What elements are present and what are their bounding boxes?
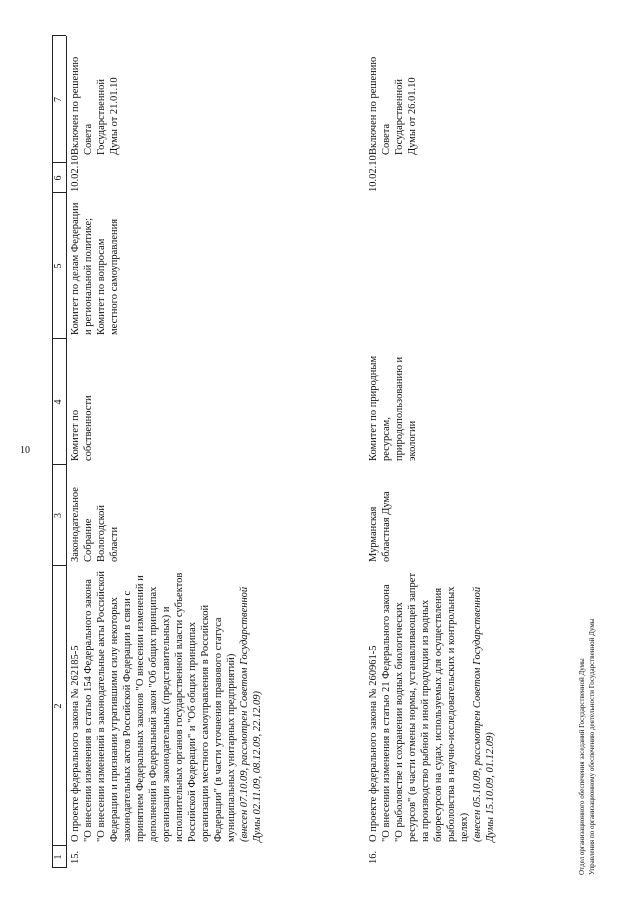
row-description [67,566,266,846]
row-initiator: Мурманская областная Дума [368,491,392,562]
bill-title: О проекте федерального закона № 262185-5 [70,645,81,842]
bill-note: (внесен 07.10.09, рассмотрен Советом Государственной Думы 02.11.09, 08.12.09, 22.12.09) [239,586,263,842]
page-number: 10 [20,445,30,456]
footer-line-1: Отдел организационного обеспечения заседаний Государственной Думы [578,658,586,875]
row-initiator: Законодательное Собрание Вологодской области [70,487,120,562]
row-description [365,566,499,846]
row-decision: Включен по решению Совета Государственной Думы от 21.01.10 [70,56,120,155]
header-col-2: 2 [53,703,64,709]
row-date: 10.02.10 [70,155,81,192]
footer-line-2: Управления по организационному обеспечению деятельности Государственной Думы [588,618,596,875]
bill-body: "О внесении изменения в статью 154 Федерального закона "О внесении изменений в законодательные акты Российской Федерации и признании утратившими силу некоторых законодательных актов Российской Федерации в связи с принятием Федеральных законов "О внесении изменений и дополнений в Федеральный закон "Об общих принципах организации законодательных (представительных) и исполнительных органов государственной власти субъектов Российской Федерации" и "Об общих принципах организации местного самоуправления в Российской Федерации" (в части уточнения правового статуса муниципальных унитарных предприятий) [83,571,237,842]
row-committee: Комитет по природным ресурсам, природопользованию и экологии [368,355,418,461]
row-committee: Комитет по собственности [70,395,94,461]
header-col-1: 1 [53,854,64,860]
bill-title: О проекте федерального закона № 260961-5 [368,645,379,842]
row-co-committee [365,193,369,339]
row-number: 15. [70,850,81,864]
row-decision: Включен по решению Совета Государственной Думы от 26.01.10 [368,56,418,155]
row-date: 10.02.10 [368,155,379,192]
header-col-7: 7 [53,97,64,102]
row-number: 16. [368,850,379,864]
header-col-4: 4 [53,399,64,405]
bill-body: "О внесении изменения в статью 21 Федерального закона "О рыболовстве и сохранении водных биологических ресурсов" (в части отмены нормы, устанавливающей запрет на производство рыбной и иной продукции из водных биоресурсов на судах, используемых для осуществления рыболовства в научно-исследовательских и контрольных целях) [381,572,470,842]
header-col-3: 3 [53,513,64,518]
header-col-6: 6 [53,175,64,181]
row-co-committee: Комитет по делам Федерации и региональной политике; Комитет по вопросам местного самоуправления [70,202,120,335]
bill-note: (внесен 05.10.09, рассмотрен Советом Государственной Думы 15.10.09, 01.12.09) [472,586,496,842]
header-col-5: 5 [53,263,64,269]
